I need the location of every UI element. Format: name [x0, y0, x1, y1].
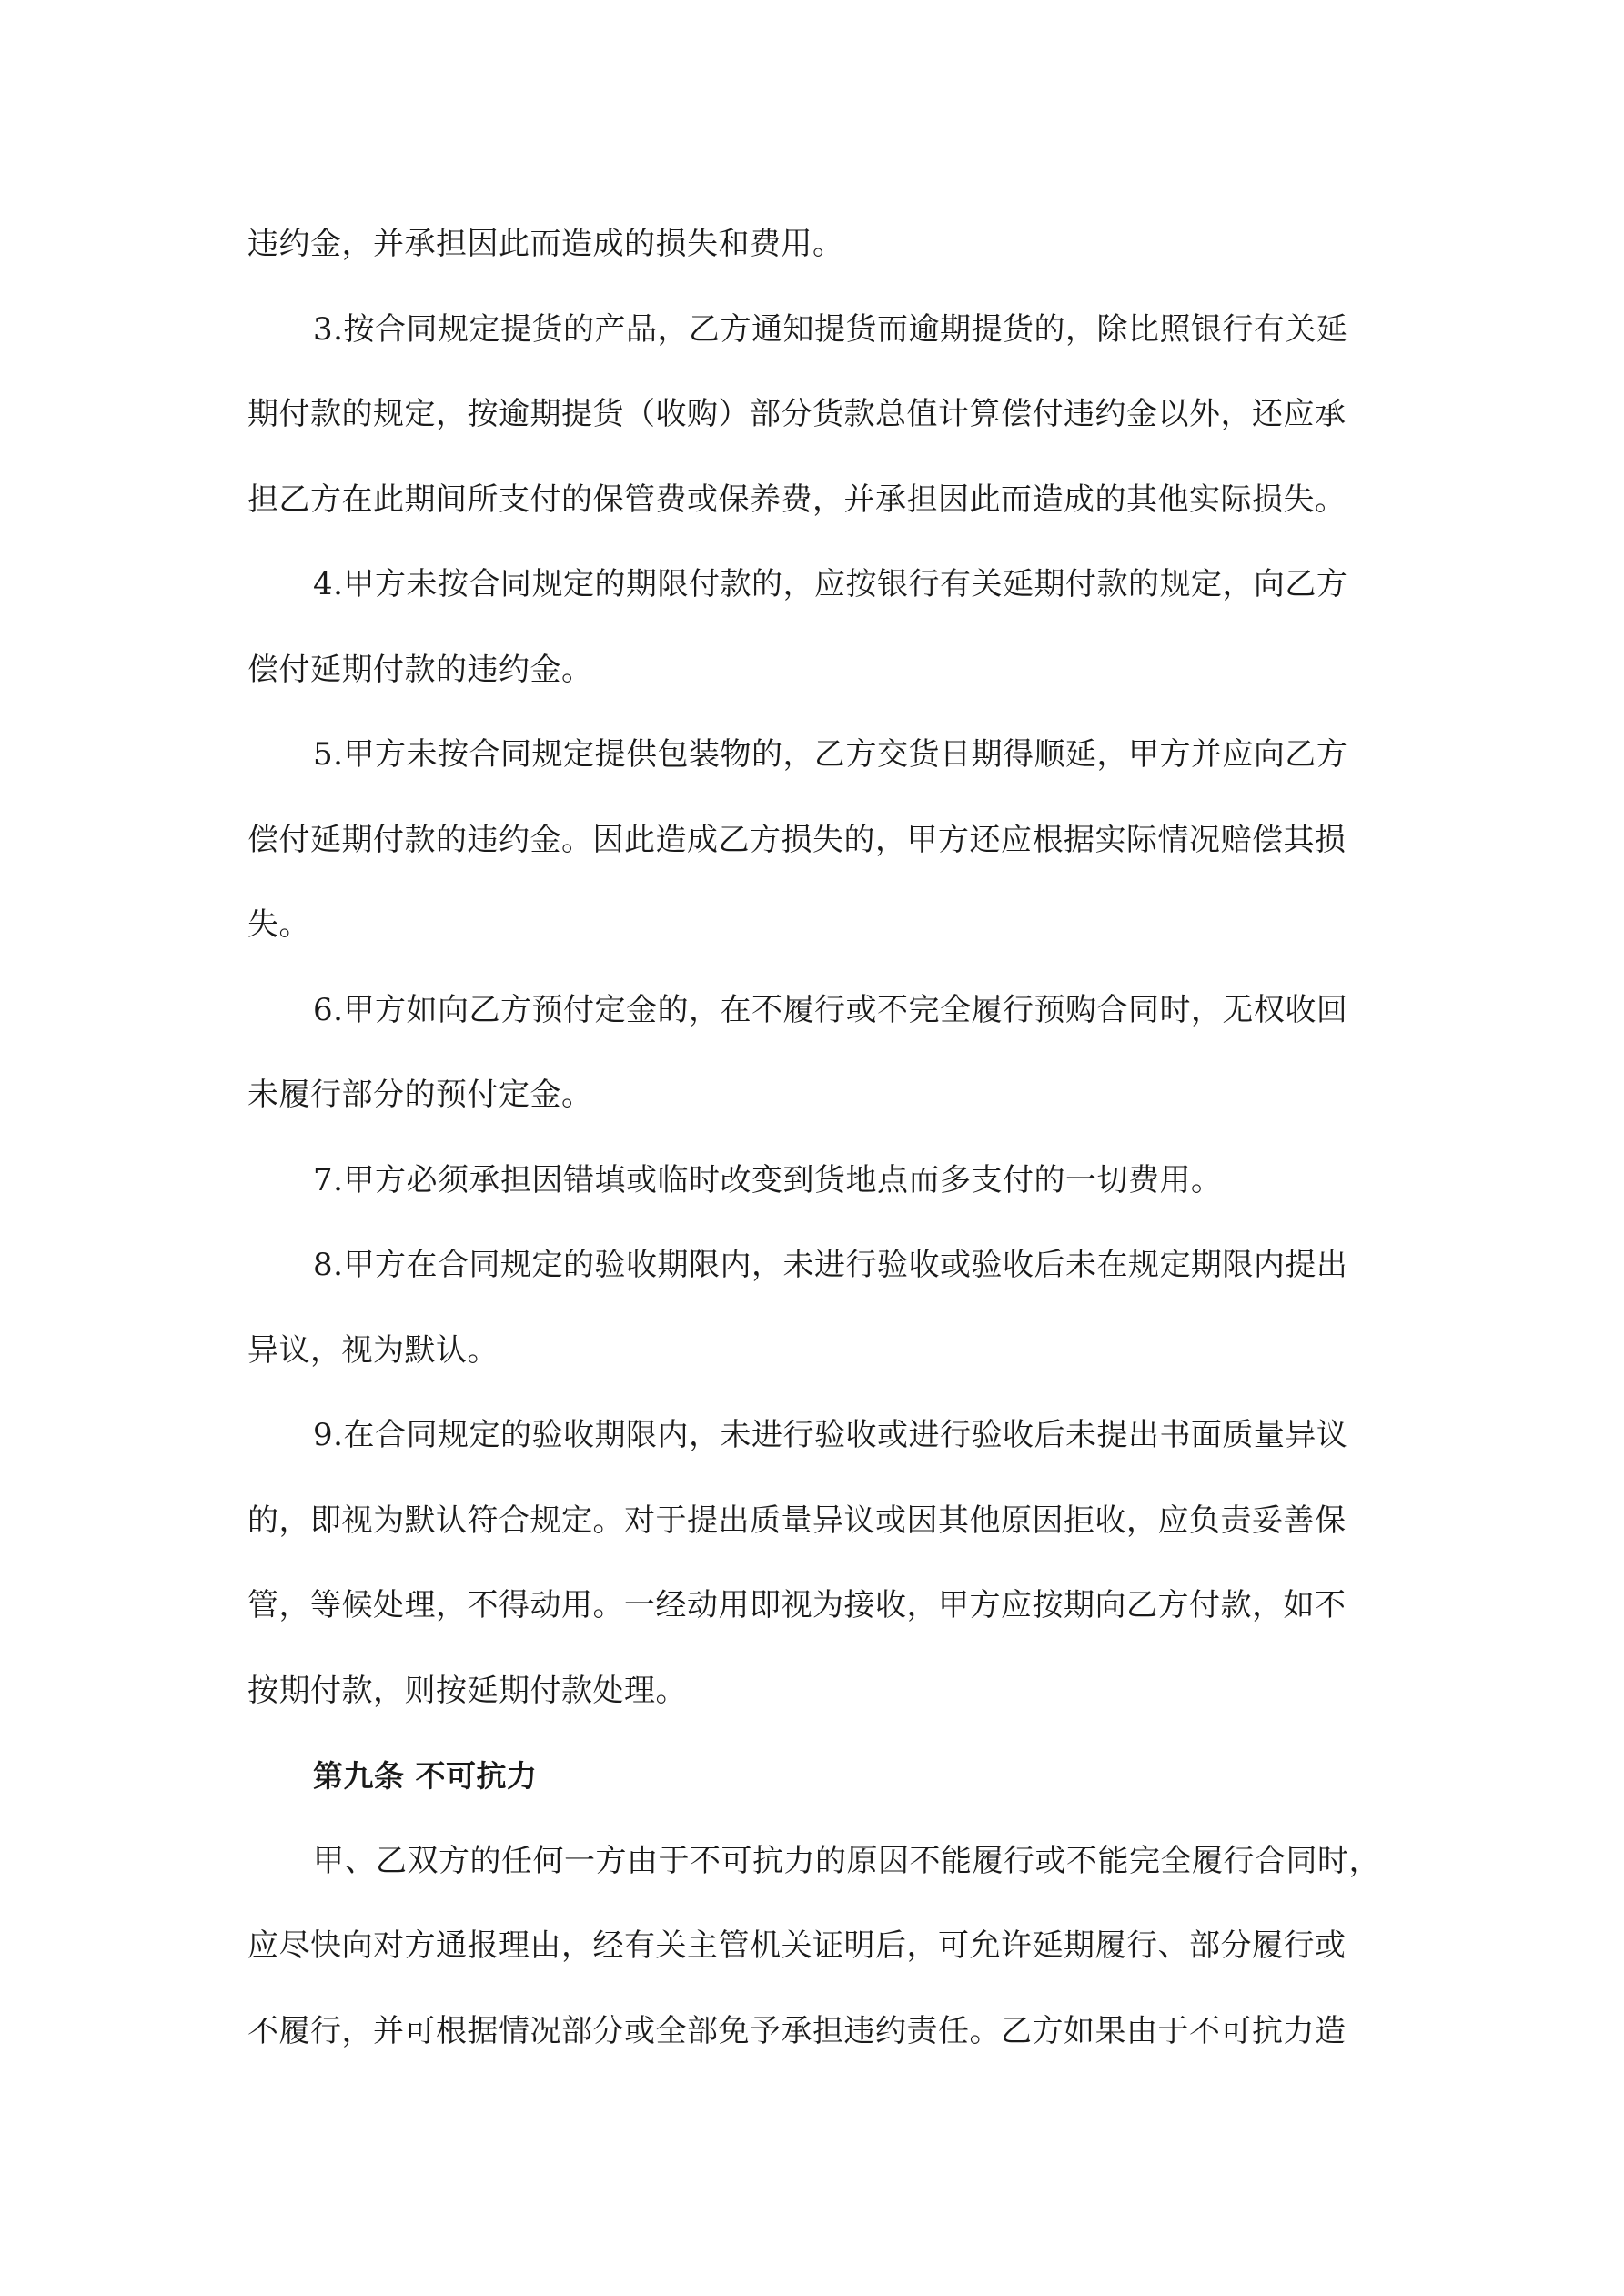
force-majeure-line-3: 不履行，并可根据情况部分或全部免予承担违约责任。乙方如果由于不可抗力造: [247, 2012, 1347, 2049]
clause-9-line-3: 管，等候处理，不得动用。一经动用即视为接收，甲方应按期向乙方付款，如不: [247, 1587, 1347, 1623]
force-majeure-line-2: 应尽快向对方通报理由，经有关主管机关证明后，可允许延期履行、部分履行或: [247, 1927, 1347, 1964]
text-line: 违约金，并承担因此而造成的损失和费用。: [247, 226, 844, 262]
article-9-heading: 第九条 不可抗力: [313, 1758, 538, 1794]
clause-9-line-1: 9.在合同规定的验收期限内，未进行验收或进行验收后未提出书面质量异议: [313, 1417, 1348, 1453]
clause-5-line-1: 5.甲方未按合同规定提供包装物的，乙方交货日期得顺延，甲方并应向乙方: [313, 736, 1348, 773]
clause-5-line-2: 偿付延期付款的违约金。因此造成乙方损失的，甲方还应根据实际情况赔偿其损: [247, 821, 1347, 858]
document-body: [247, 202, 1397, 2074]
clause-4-line-2: 偿付延期付款的违约金。: [247, 651, 593, 688]
clause-8-line-2: 异议，视为默认。: [247, 1331, 499, 1369]
clause-3-line-3: 担乙方在此期间所支付的保管费或保养费，并承担因此而造成的其他实际损失。: [247, 480, 1347, 518]
force-majeure-line-1: 甲、乙双方的任何一方由于不可抗力的原因不能履行或不能完全履行合同时，: [313, 1842, 1380, 1879]
clause-8-line-1: 8.甲方在合同规定的验收期限内，未进行验收或验收后未在规定期限内提出: [313, 1247, 1348, 1283]
clause-5-line-3: 失。: [247, 906, 310, 943]
clause-3-line-1: 3.按合同规定提货的产品，乙方通知提货而逾期提货的，除比照银行有关延: [313, 310, 1348, 348]
clause-9-line-2: 的，即视为默认符合规定。对于提出质量异议或因其他原因拒收，应负责妥善保: [247, 1502, 1347, 1539]
clause-6-line-2: 未履行部分的预付定金。: [247, 1077, 593, 1113]
clause-4-line-1: 4.甲方未按合同规定的期限付款的，应按银行有关延期付款的规定，向乙方: [313, 566, 1348, 602]
clause-6-line-1: 6.甲方如向乙方预付定金的，在不履行或不完全履行预购合同时，无权收回: [313, 991, 1348, 1028]
clause-3-line-2: 期付款的规定，按逾期提货（收购）部分货款总值计算偿付违约金以外，还应承: [247, 396, 1347, 432]
clause-7-line-1: 7.甲方必须承担因错填或临时改变到货地点而多支付的一切费用。: [313, 1161, 1223, 1199]
clause-9-line-4: 按期付款，则按延期付款处理。: [247, 1672, 687, 1709]
